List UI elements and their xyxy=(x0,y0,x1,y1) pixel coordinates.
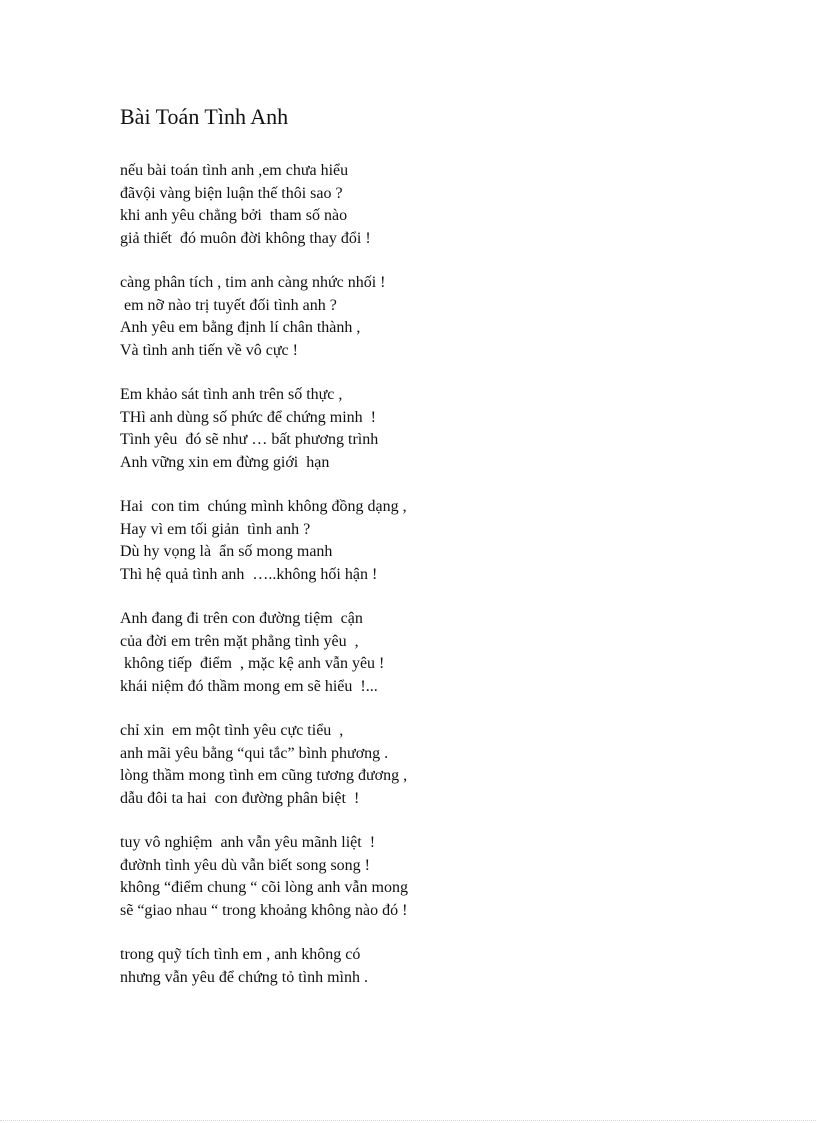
poem-line: không tiếp điểm , mặc kệ anh vẫn yêu ! xyxy=(120,655,385,672)
poem-line: em nỡ nào trị tuyết đối tình anh ? xyxy=(120,296,337,314)
poem-line: sẽ “giao nhau “ trong khoảng không nào đó ! xyxy=(120,901,408,919)
poem-line: nhưng vẫn yêu để chứng tỏ tình mình . xyxy=(120,968,368,986)
poem-line: nếu bài toán tình anh ,em chưa hiểu xyxy=(120,162,349,179)
poem-line: càng phân tích , tim anh càng nhức nhối ! xyxy=(120,274,386,291)
stanza-2 xyxy=(120,272,680,362)
poem-line: đườnh tình yêu dù vẫn biết song song ! xyxy=(120,856,370,874)
poem-line: của đời em trên mặt phẳng tình yêu , xyxy=(120,632,359,650)
poem-line: không “điểm chung “ cõi lòng anh vẫn mong xyxy=(120,879,408,896)
poem-line: Dù hy vọng là ẩn số mong manh xyxy=(120,543,333,560)
poem-title: Bài Toán Tình Anh xyxy=(120,104,289,129)
poem-line: Thì hệ quả tình anh …..không hối hận ! xyxy=(120,565,378,583)
poem-line: Hay vì em tối giản tình anh ? xyxy=(120,520,311,538)
poem-body xyxy=(120,160,680,1011)
stanza-5 xyxy=(120,608,680,698)
poem-line: Anh đang đi trên con đường tiệm cận xyxy=(120,610,363,627)
poem-line: đãvội vàng biện luận thế thôi sao ? xyxy=(120,184,343,202)
poem-line: Tình yêu đó sẽ như … bất phương trình xyxy=(120,431,379,448)
poem-line: lòng thầm mong tình em cũng tương đương , xyxy=(120,767,408,784)
poem-line: giả thiết đó muôn đời không thay đổi ! xyxy=(120,229,371,247)
stanza-6 xyxy=(120,720,680,810)
stanza-7 xyxy=(120,832,680,922)
poem-line: Hai con tim chúng mình không đồng dạng , xyxy=(120,498,407,515)
poem-line: Em khảo sát tình anh trên số thực , xyxy=(120,386,343,403)
poem-line: Và tình anh tiến về vô cực ! xyxy=(120,341,298,359)
stanza-1 xyxy=(120,160,680,250)
poem-line: anh mãi yêu bằng “qui tắc” bình phương . xyxy=(120,744,389,762)
stanza-4 xyxy=(120,496,680,586)
poem-line: Anh yêu em bằng định lí chân thành , xyxy=(120,319,361,336)
stanza-3 xyxy=(120,384,680,474)
poem-line: trong quỹ tích tình em , anh không có xyxy=(120,946,361,963)
poem-line: THì anh dùng số phức để chứng minh ! xyxy=(120,408,376,426)
poem-line: khái niệm đó thầm mong em sẽ hiểu !... xyxy=(120,677,378,695)
poem-line: tuy vô nghiệm anh vẫn yêu mãnh liệt ! xyxy=(120,834,376,851)
poem-line: Anh vững xin em đừng giới hạn xyxy=(120,453,330,471)
page-bottom-border xyxy=(0,1120,816,1121)
stanza-8 xyxy=(120,944,680,989)
poem-line: khi anh yêu chẳng bởi tham số nào xyxy=(120,207,348,224)
poem-line: chỉ xin em một tình yêu cực tiểu , xyxy=(120,722,344,739)
poem-line: dẫu đôi ta hai con đường phân biệt ! xyxy=(120,789,360,807)
